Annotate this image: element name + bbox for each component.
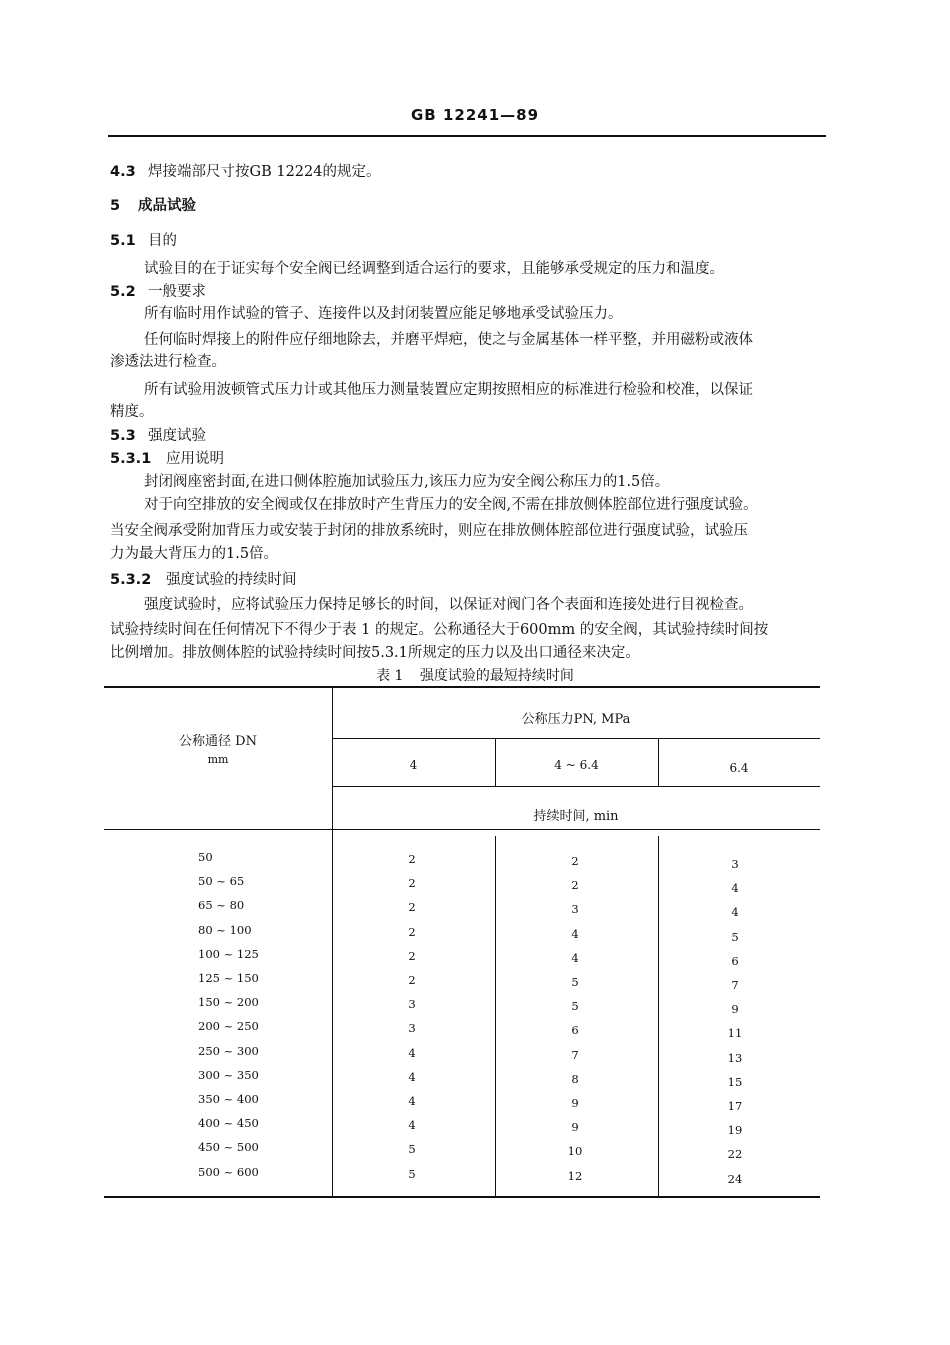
table-cell-value: 4	[731, 881, 739, 896]
paragraph-text: 所有临时用作试验的管子、连接件以及封闭装置应能足够地承受试验压力。	[144, 306, 623, 322]
table-header-rule	[104, 829, 820, 830]
text-line	[110, 400, 154, 421]
text-line	[144, 493, 758, 514]
text-line	[110, 447, 224, 468]
text-line	[144, 378, 753, 399]
table-cell-value: 15	[727, 1074, 743, 1089]
table-cell-dn: 450 ~ 500	[198, 1140, 259, 1155]
table-cell-value: 13	[727, 1050, 743, 1065]
table-cell-value: 5	[408, 1142, 416, 1157]
text-line	[144, 470, 669, 491]
table-cell-value: 2	[571, 878, 579, 893]
paragraph-text: 对于向空排放的安全阀或仅在排放时产生背压力的安全阀,不需在排放侧体腔部位进行强度试验。	[144, 497, 758, 513]
table-cell-value: 4	[408, 1069, 416, 1084]
table-cell-value: 24	[727, 1171, 743, 1186]
pn-col-1: 4	[409, 758, 418, 772]
section-heading: 成品试验	[138, 198, 196, 214]
table-cell-value: 2	[408, 900, 416, 915]
text-line	[110, 519, 748, 540]
table-bottom-rule	[104, 1196, 820, 1198]
table-cell-dn: 200 ~ 250	[198, 1019, 259, 1034]
table-cell-dn: 125 ~ 150	[198, 971, 259, 985]
table-cell-value: 2	[571, 854, 579, 868]
table-cell-value: 2	[408, 973, 416, 987]
text-line	[110, 229, 177, 250]
pn-header: 公称压力PN, MPa	[521, 712, 631, 727]
table-cell-value: 3	[408, 1021, 416, 1036]
paragraph-text: 力为最大背压力的1.5倍。	[110, 546, 279, 562]
table-cell-value: 2	[408, 852, 416, 866]
section-number: 5.3.1	[110, 451, 152, 467]
dn-header: 公称通径 DN	[179, 734, 257, 749]
paragraph-text: 精度。	[110, 404, 154, 420]
text-line	[110, 542, 278, 563]
table-cell-value: 11	[727, 1026, 743, 1041]
text-line	[110, 350, 226, 371]
table-cell-dn: 250 ~ 300	[198, 1043, 259, 1058]
text-line	[110, 641, 640, 662]
page-header: GB 12241—89	[410, 106, 540, 124]
text-line	[110, 618, 768, 639]
table-cell-dn: 65 ~ 80	[198, 898, 245, 913]
table-cell-value: 19	[727, 1123, 743, 1138]
section-number: 5.1	[110, 233, 136, 249]
table-caption-title: 强度试验的最短持续时间	[419, 668, 574, 684]
table-cell-dn: 100 ~ 125	[198, 946, 259, 961]
table-cell-value: 4	[571, 950, 579, 965]
table-cell-value: 7	[571, 1047, 579, 1062]
paragraph-text: 试验持续时间在任何情况下不得少于表 1 的规定。公称通径大于600mm 的安全阀，其试验持续时间按	[110, 622, 769, 638]
table-top-rule	[104, 686, 820, 688]
table-pn-cols-rule	[332, 786, 820, 787]
text-line	[110, 424, 206, 445]
table-cell-value: 17	[727, 1099, 743, 1113]
table-cell-dn: 50	[198, 850, 213, 864]
table-cell-value: 6	[571, 1023, 579, 1038]
paragraph-text: 封闭阀座密封面,在进口侧体腔施加试验压力,该压力应为安全阀公称压力的1.5倍。	[144, 474, 670, 490]
table-cell-value: 4	[408, 1118, 416, 1133]
table-cell-dn: 400 ~ 450	[198, 1116, 259, 1131]
section-number: 5.3.2	[110, 572, 152, 588]
paragraph-text: 比例增加。排放侧体腔的试验持续时间按5.3.1所规定的压力以及出口通径来决定。	[110, 645, 640, 661]
section-heading: 强度试验的持续时间	[166, 572, 297, 588]
table-cell-value: 3	[408, 997, 416, 1012]
table-divider-v3b	[658, 836, 659, 1196]
table-cell-value: 3	[731, 857, 739, 871]
table-cell-dn: 150 ~ 200	[198, 995, 259, 1010]
table-cell-value: 5	[731, 929, 739, 944]
section-number: 5.3	[110, 428, 136, 444]
text-line	[110, 194, 196, 215]
table-cell-value: 5	[571, 975, 579, 989]
table-cell-value: 5	[571, 999, 579, 1014]
table-cell-value: 2	[408, 924, 416, 939]
pn-col-2: 4 ~ 6.4	[554, 758, 599, 772]
section-number: 5.2	[110, 284, 136, 300]
table-cell-value: 2	[408, 876, 416, 891]
table-caption-label: 表 1	[376, 668, 404, 684]
pn-col-3: 6.4	[729, 761, 749, 775]
table-cell-value: 5	[408, 1166, 416, 1181]
table-cell-dn: 50 ~ 65	[198, 874, 245, 889]
paragraph-text: 试验目的在于证实每个安全阀已经调整到适合运行的要求，且能够承受规定的压力和温度。	[144, 261, 724, 277]
text-line	[110, 160, 380, 181]
table-cell-value: 3	[571, 902, 579, 917]
text-line	[144, 257, 724, 278]
paragraph-text: 任何临时焊接上的附件应仔细地除去，并磨平焊疤，使之与金属基体一样平整，并用磁粉或液体	[144, 332, 753, 348]
table-cell-dn: 500 ~ 600	[198, 1164, 259, 1179]
text-line	[144, 302, 623, 323]
time-header: 持续时间, min	[533, 809, 619, 824]
table-cell-value: 22	[727, 1147, 743, 1162]
table-cell-dn: 350 ~ 400	[198, 1092, 259, 1106]
section-number: 5	[110, 198, 121, 214]
dn-unit: mm	[207, 753, 229, 766]
table-divider-v2b	[495, 836, 496, 1196]
section-heading: 应用说明	[166, 451, 224, 467]
paragraph-text: 所有试验用波顿管式压力计或其他压力测量装置应定期按照相应的标准进行检验和校准，以保证	[144, 382, 753, 398]
table-cell-value: 7	[731, 978, 739, 992]
table-pn-rule	[332, 738, 820, 739]
table-cell-value: 4	[731, 905, 739, 920]
table-cell-value: 8	[571, 1071, 579, 1086]
table-cell-value: 4	[408, 1045, 416, 1060]
table-cell-value: 9	[731, 1002, 739, 1017]
section-heading: 一般要求	[148, 284, 206, 300]
paragraph-text: 强度试验时，应将试验压力保持足够长的时间，以保证对阀门各个表面和连接处进行目视检查。	[144, 597, 753, 613]
text-line	[144, 328, 753, 349]
paragraph-text: 当安全阀承受附加背压力或安装于封闭的排放系统时，则应在排放侧体腔部位进行强度试验，试验压	[110, 523, 748, 539]
section-heading: 焊接端部尺寸按GB 12224的规定。	[148, 164, 381, 180]
section-heading: 目的	[148, 233, 177, 249]
table-cell-value: 9	[571, 1096, 579, 1110]
table-cell-value: 12	[567, 1168, 583, 1183]
table-cell-value: 10	[567, 1144, 583, 1159]
table-cell-value: 2	[408, 948, 416, 963]
table-cell-value: 4	[571, 926, 579, 941]
paragraph-text: 渗透法进行检查。	[110, 354, 226, 370]
table-cell-value: 6	[731, 953, 739, 968]
text-line	[110, 568, 297, 589]
header-rule	[108, 135, 826, 137]
table-cell-value: 9	[571, 1120, 579, 1135]
table-cell-dn: 300 ~ 350	[198, 1067, 259, 1082]
section-heading: 强度试验	[148, 428, 206, 444]
table-cell-value: 4	[408, 1094, 416, 1108]
section-number: 4.3	[110, 164, 136, 180]
table-caption	[0, 665, 950, 685]
table-cell-dn: 80 ~ 100	[198, 922, 252, 937]
text-line	[110, 280, 206, 301]
text-line	[144, 593, 753, 614]
